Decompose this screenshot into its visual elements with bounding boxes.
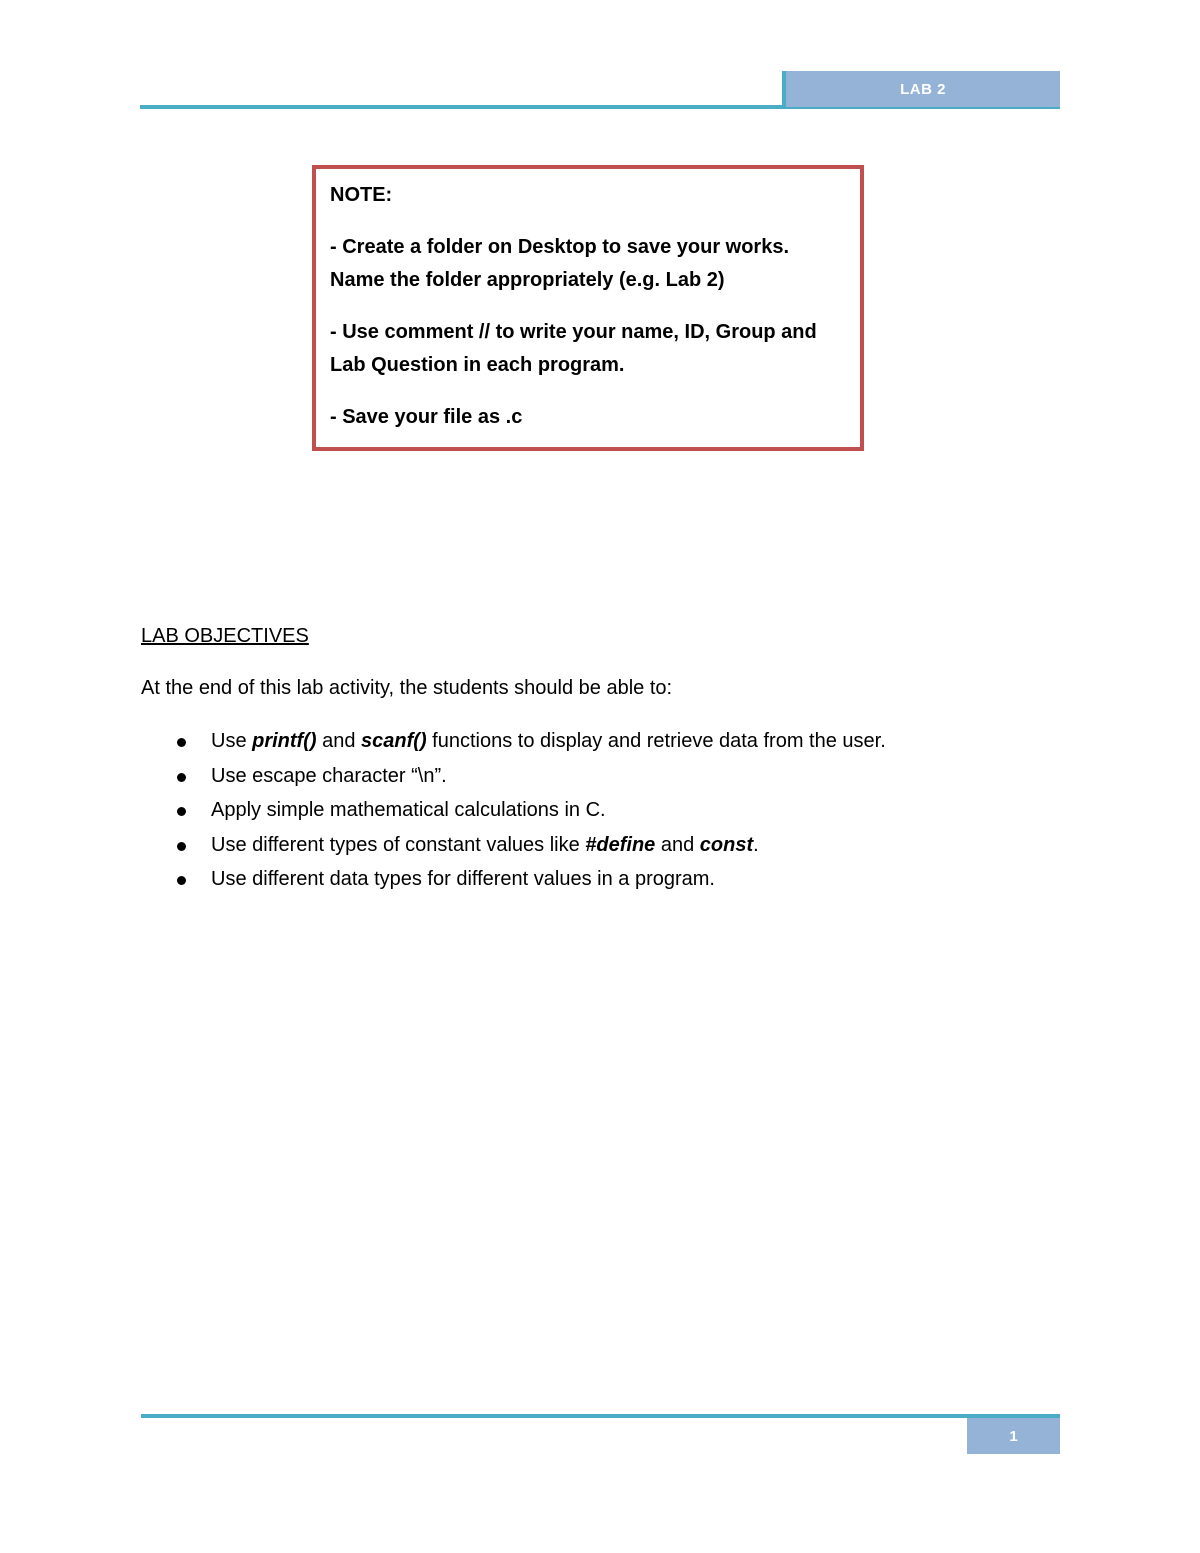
footer-rule bbox=[141, 1414, 1060, 1418]
note-box bbox=[312, 165, 864, 451]
note-line: - Create a folder on Desktop to save your works. bbox=[330, 236, 790, 258]
code-term: const bbox=[699, 833, 754, 856]
list-item: Apply simple mathematical calculations in C. bbox=[141, 793, 1061, 828]
bullet-icon bbox=[177, 773, 186, 782]
code-term: printf() bbox=[252, 730, 317, 752]
note-line: - Save your file as .c bbox=[330, 406, 523, 428]
code-term: #define bbox=[585, 833, 656, 856]
header-tab bbox=[782, 71, 1060, 107]
section-heading: LAB OBJECTIVES bbox=[141, 625, 309, 647]
objectives-section bbox=[141, 620, 1061, 897]
note-line: Name the folder appropriately (e.g. Lab 2) bbox=[330, 269, 725, 291]
code-term: scanf() bbox=[361, 730, 427, 752]
bullet-icon bbox=[177, 842, 186, 851]
bullet-icon bbox=[177, 876, 186, 885]
list-item: Use different data types for different values in a program. bbox=[141, 862, 1061, 897]
bullet-icon bbox=[177, 738, 186, 747]
list-item: Use printf() and scanf() functions to display and retrieve data from the user. bbox=[141, 724, 1061, 759]
bullet-icon bbox=[177, 807, 186, 816]
list-item: Use different types of constant values like #define and const. bbox=[141, 828, 1061, 863]
objectives-list bbox=[141, 724, 1061, 897]
page-number: 1 bbox=[1009, 1427, 1018, 1445]
note-line: - Use comment // to write your name, ID, Group and bbox=[330, 321, 817, 343]
list-item: Use escape character “\n”. bbox=[141, 759, 1061, 794]
note-line: Lab Question in each program. bbox=[330, 354, 625, 376]
page-number-badge bbox=[967, 1418, 1060, 1454]
header-tab-label: LAB 2 bbox=[900, 80, 946, 98]
note-title: NOTE: bbox=[330, 184, 393, 206]
objectives-intro: At the end of this lab activity, the students should be able to: bbox=[141, 677, 673, 699]
